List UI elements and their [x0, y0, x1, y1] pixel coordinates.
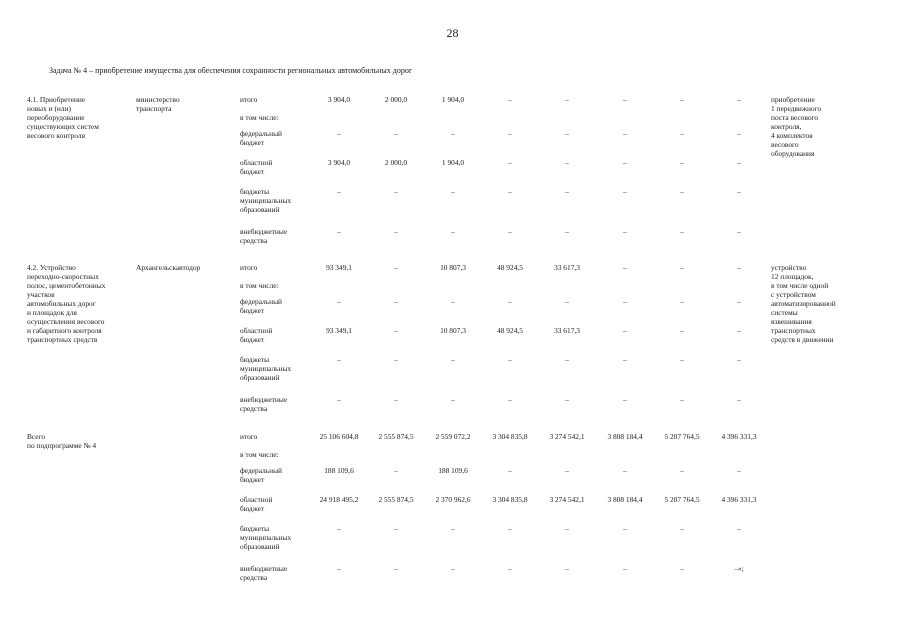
- funding-value: –: [508, 355, 512, 364]
- funding-value: –: [394, 395, 398, 404]
- funding-value: –: [737, 466, 741, 475]
- funding-source-label: бюджеты муниципальных образований: [240, 187, 292, 214]
- funding-value: –: [623, 263, 627, 272]
- funding-source-label: областной бюджет: [240, 326, 273, 344]
- funding-value: 3 904,0: [327, 158, 351, 167]
- funding-value: 2 370 962,6: [435, 495, 471, 504]
- funding-value: 188 109,6: [324, 466, 354, 475]
- funding-value: –: [337, 395, 341, 404]
- funding-value: –: [623, 297, 627, 306]
- measure-name: 4.2. Устройство переходно-скоростных полос, цементобетонных участков автомобильных дорог и площадок для осуществления весового и габаритного контроля транспортных средств: [27, 263, 106, 344]
- funding-value: –»;: [734, 564, 744, 573]
- funding-source-label: итого: [240, 95, 258, 104]
- funding-source-label: внебюджетные средства: [240, 564, 288, 582]
- funding-value: –: [508, 466, 512, 475]
- funding-value: 2 000,0: [384, 158, 408, 167]
- funding-value: 4 396 331,3: [721, 495, 757, 504]
- funding-value: –: [623, 129, 627, 138]
- expected-result: устройство 12 площадок, в том числе одной с устройством автоматизированной системы взвешивания транспортных средств в движении: [771, 263, 836, 344]
- funding-value: –: [737, 158, 741, 167]
- funding-value: 3 274 542,1: [549, 432, 585, 441]
- funding-value: –: [565, 297, 569, 306]
- funding-value: –: [337, 524, 341, 533]
- funding-value: –: [623, 564, 627, 573]
- funding-value: –: [394, 227, 398, 236]
- funding-value: –: [737, 187, 741, 196]
- funding-value: –: [565, 564, 569, 573]
- funding-value: 3 904,0: [327, 95, 351, 104]
- funding-value: 10 807,3: [440, 263, 466, 272]
- funding-value: –: [394, 564, 398, 573]
- measure-name: 4.1. Приобретение новых и (или) переоборудование существующих систем весового контроля: [27, 95, 99, 140]
- task-title: Задача № 4 – приобретение имущества для обеспечения сохранности региональных автомобильных дорог: [49, 66, 413, 75]
- funding-value: –: [337, 129, 341, 138]
- funding-value: –: [394, 466, 398, 475]
- funding-source-label: федеральный бюджет: [240, 297, 282, 315]
- funding-value: 3 808 184,4: [607, 432, 643, 441]
- funding-value: –: [451, 355, 455, 364]
- funding-value: –: [451, 187, 455, 196]
- funding-source-label: итого: [240, 263, 258, 272]
- funding-source-label: областной бюджет: [240, 158, 273, 176]
- funding-value: 5 207 764,5: [664, 432, 700, 441]
- funding-value: –: [680, 524, 684, 533]
- funding-value: –: [394, 129, 398, 138]
- funding-value: –: [623, 95, 627, 104]
- funding-value: 3 808 184,4: [607, 495, 643, 504]
- funding-value: –: [680, 263, 684, 272]
- funding-source-label: областной бюджет: [240, 495, 273, 513]
- funding-value: –: [394, 297, 398, 306]
- funding-source-label: в том числе:: [240, 450, 279, 459]
- funding-value: –: [737, 227, 741, 236]
- funding-value: –: [451, 395, 455, 404]
- funding-value: –: [680, 466, 684, 475]
- funding-value: –: [680, 297, 684, 306]
- funding-value: –: [737, 524, 741, 533]
- executor: министерство транспорта: [136, 95, 180, 113]
- funding-value: –: [337, 355, 341, 364]
- funding-value: –: [508, 564, 512, 573]
- measure-name: Всего по подпрограмме № 4: [27, 432, 97, 450]
- funding-value: –: [508, 187, 512, 196]
- funding-value: –: [565, 395, 569, 404]
- funding-value: –: [680, 395, 684, 404]
- funding-value: –: [565, 466, 569, 475]
- funding-source-label: федеральный бюджет: [240, 466, 282, 484]
- funding-value: –: [508, 129, 512, 138]
- funding-value: –: [565, 524, 569, 533]
- expected-result: приобретение 1 передвижного поста весового контроля, 4 комплектов весового оборудования: [771, 95, 822, 158]
- funding-value: –: [451, 297, 455, 306]
- funding-value: –: [565, 187, 569, 196]
- funding-source-label: бюджеты муниципальных образований: [240, 355, 292, 382]
- funding-value: –: [565, 95, 569, 104]
- funding-source-label: внебюджетные средства: [240, 395, 288, 413]
- funding-value: –: [623, 158, 627, 167]
- funding-value: –: [680, 564, 684, 573]
- funding-value: 1 904,0: [441, 95, 465, 104]
- funding-value: 3 304 835,8: [492, 432, 528, 441]
- funding-source-label: итого: [240, 432, 258, 441]
- funding-value: 25 106 604,8: [319, 432, 359, 441]
- funding-value: 24 918 495,2: [319, 495, 359, 504]
- funding-value: 1 904,0: [441, 158, 465, 167]
- funding-value: –: [337, 227, 341, 236]
- funding-value: –: [737, 129, 741, 138]
- funding-value: –: [623, 227, 627, 236]
- funding-value: 2 555 874,5: [378, 432, 414, 441]
- funding-source-label: в том числе:: [240, 113, 279, 122]
- funding-value: –: [623, 326, 627, 335]
- funding-value: 2 559 072,2: [435, 432, 471, 441]
- funding-value: –: [680, 227, 684, 236]
- funding-value: 2 555 874,5: [378, 495, 414, 504]
- funding-value: –: [337, 187, 341, 196]
- funding-value: –: [623, 355, 627, 364]
- funding-value: –: [394, 355, 398, 364]
- funding-source-label: внебюджетные средства: [240, 227, 288, 245]
- funding-value: –: [337, 297, 341, 306]
- funding-value: 93 349,1: [326, 326, 352, 335]
- funding-value: –: [394, 187, 398, 196]
- funding-value: 93 349,1: [326, 263, 352, 272]
- funding-value: –: [508, 158, 512, 167]
- funding-value: –: [680, 158, 684, 167]
- page-number: 28: [446, 26, 459, 40]
- funding-value: –: [508, 524, 512, 533]
- funding-value: 3 304 835,8: [492, 495, 528, 504]
- funding-value: –: [565, 227, 569, 236]
- funding-value: –: [394, 524, 398, 533]
- funding-value: –: [737, 297, 741, 306]
- funding-value: –: [680, 187, 684, 196]
- funding-value: –: [508, 297, 512, 306]
- funding-source-label: в том числе:: [240, 281, 279, 290]
- funding-value: 48 924,5: [497, 326, 523, 335]
- funding-value: 2 000,0: [384, 95, 408, 104]
- funding-value: –: [394, 263, 398, 272]
- funding-value: –: [623, 395, 627, 404]
- funding-value: –: [623, 524, 627, 533]
- funding-value: –: [565, 355, 569, 364]
- executor: Архангельскавтодор: [136, 263, 201, 272]
- funding-value: –: [737, 95, 741, 104]
- funding-value: –: [451, 524, 455, 533]
- funding-value: 10 807,3: [440, 326, 466, 335]
- funding-value: 33 617,3: [554, 326, 580, 335]
- funding-value: 188 109,6: [438, 466, 468, 475]
- funding-value: –: [451, 129, 455, 138]
- funding-value: 33 617,3: [554, 263, 580, 272]
- funding-value: –: [737, 326, 741, 335]
- funding-value: 3 274 542,1: [549, 495, 585, 504]
- funding-value: –: [680, 95, 684, 104]
- funding-value: –: [451, 227, 455, 236]
- funding-value: –: [623, 466, 627, 475]
- funding-value: –: [508, 95, 512, 104]
- funding-value: –: [508, 227, 512, 236]
- funding-value: –: [737, 355, 741, 364]
- funding-value: –: [680, 326, 684, 335]
- funding-value: –: [565, 129, 569, 138]
- funding-source-label: федеральный бюджет: [240, 129, 282, 147]
- funding-value: –: [565, 158, 569, 167]
- funding-source-label: бюджеты муниципальных образований: [240, 524, 292, 551]
- funding-value: –: [394, 326, 398, 335]
- funding-value: –: [737, 395, 741, 404]
- funding-value: –: [623, 187, 627, 196]
- funding-value: 4 396 331,3: [721, 432, 757, 441]
- funding-value: 5 207 764,5: [664, 495, 700, 504]
- funding-value: 48 924,5: [497, 263, 523, 272]
- funding-value: –: [451, 564, 455, 573]
- funding-value: –: [680, 355, 684, 364]
- funding-value: –: [680, 129, 684, 138]
- funding-value: –: [508, 395, 512, 404]
- funding-value: –: [737, 263, 741, 272]
- funding-value: –: [337, 564, 341, 573]
